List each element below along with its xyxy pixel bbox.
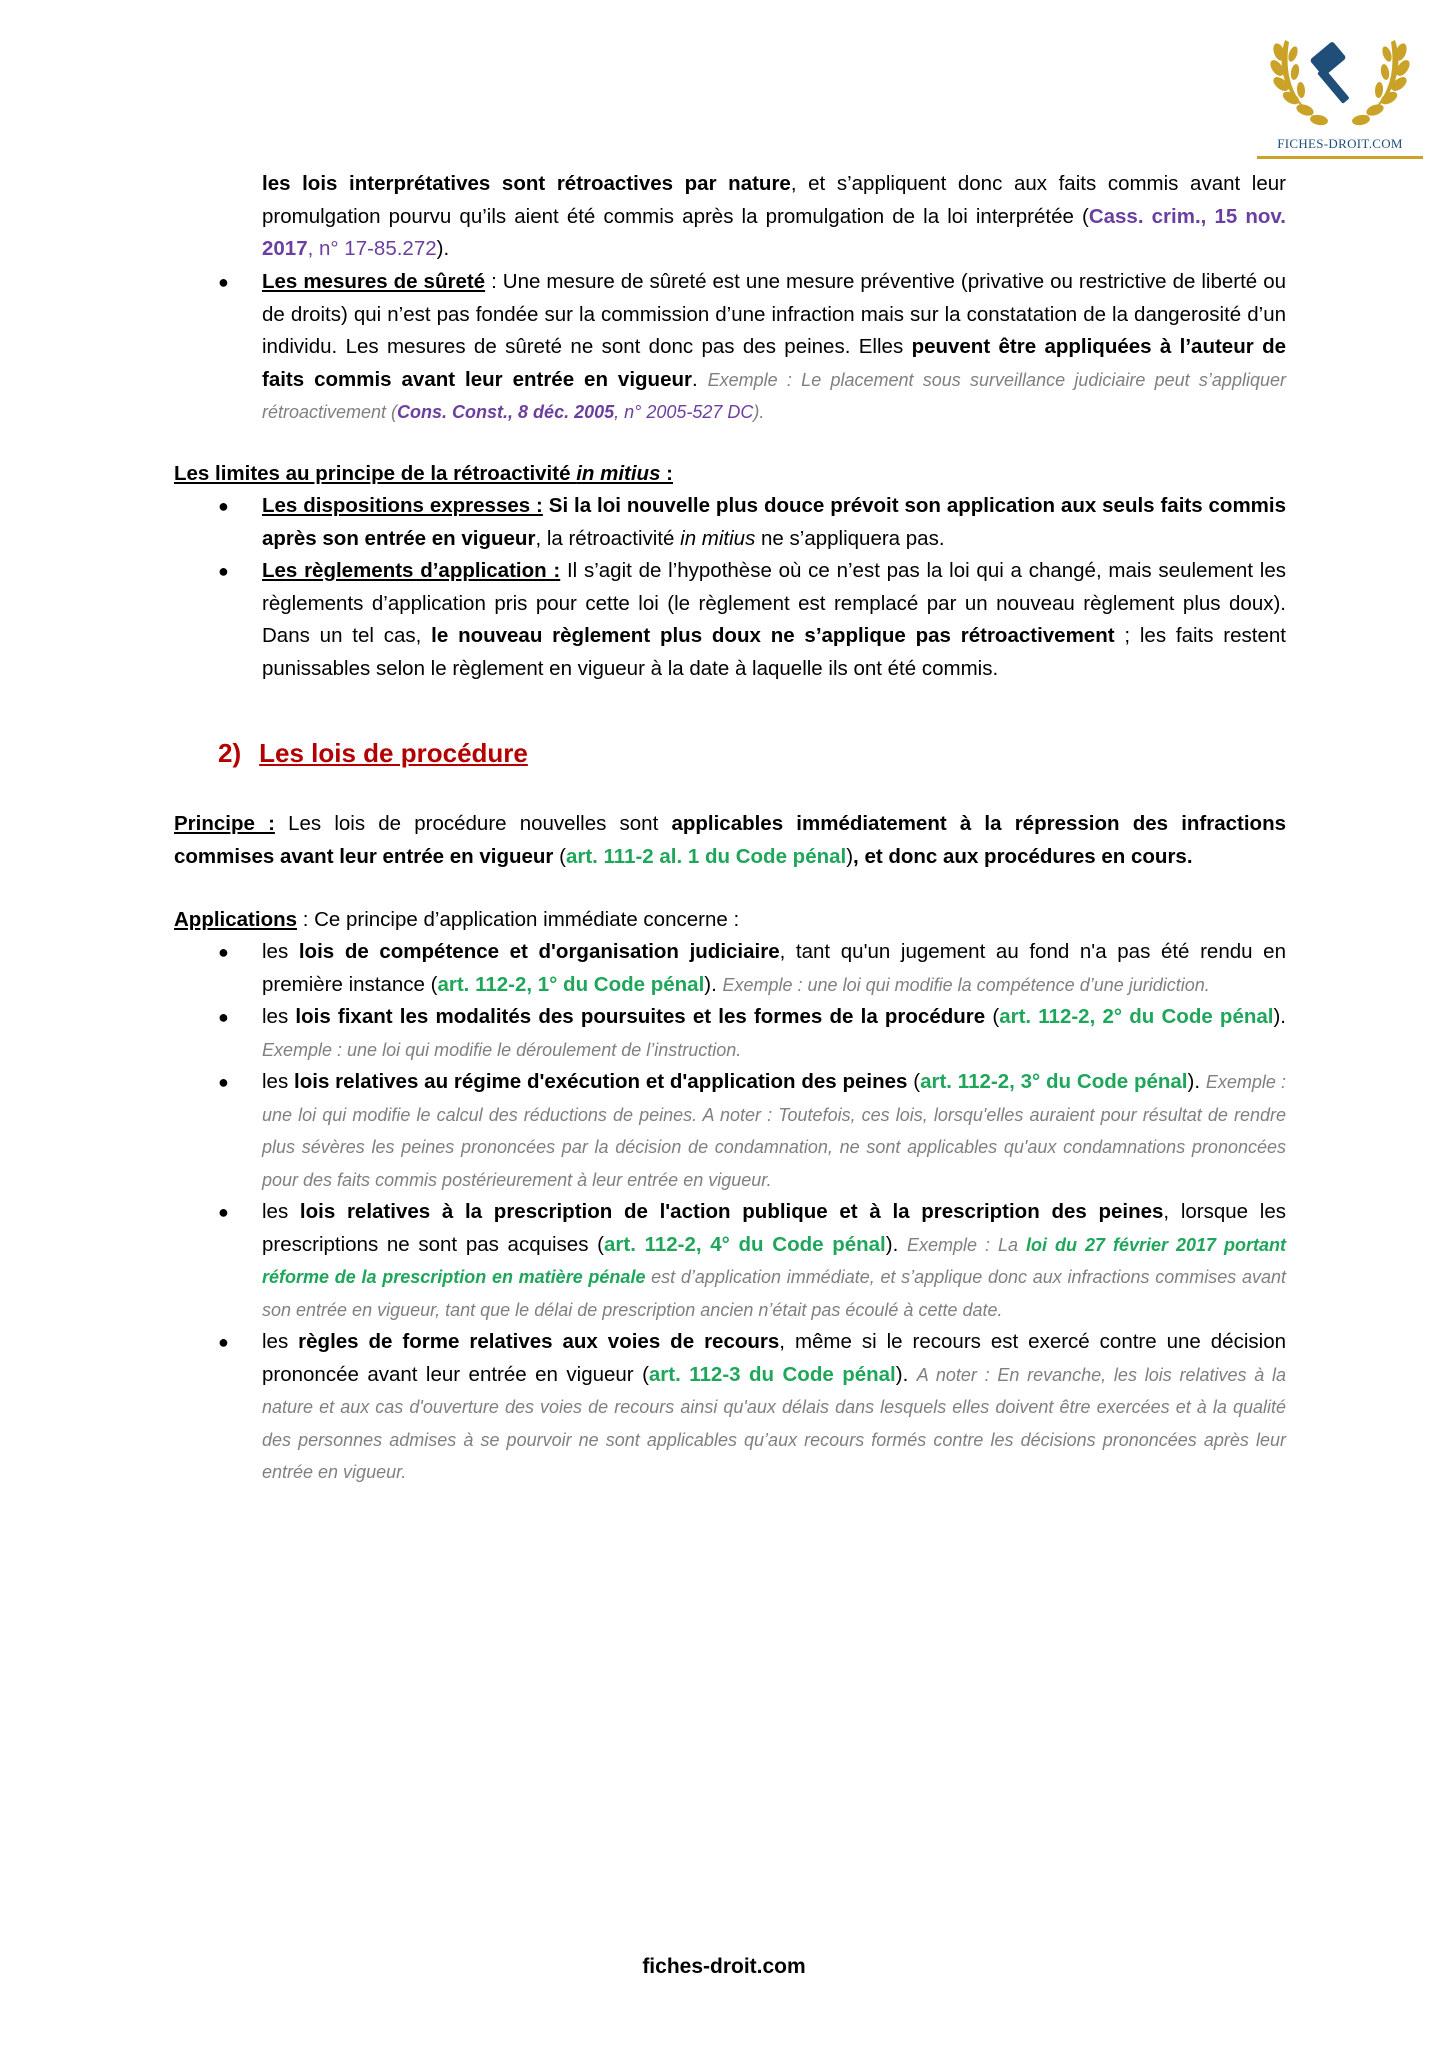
text: les (262, 1005, 296, 1028)
law-reference: loi du 27 février 2017 portant réforme de la prescription en matière pénale (262, 1234, 1287, 1287)
case-citation: Cass. crim., 15 nov. 2017 (262, 204, 1286, 260)
heading-colon: : (660, 462, 674, 485)
applications-list (218, 936, 1287, 1489)
bullet-icon: ● (218, 1202, 229, 1222)
bold-text: lois relatives au régime d'exécution et d'application des peines (294, 1070, 908, 1093)
article-reference: art. 111-2 al. 1 du Code pénal (565, 844, 847, 868)
bold-text: lois relatives à la prescription de l'action publique et à la prescription des peines (299, 1200, 1164, 1223)
article-reference: art. 112-2, 2° du Code pénal (999, 1005, 1274, 1028)
list-item (218, 1001, 1287, 1066)
bold-text: les lois interprétatives sont rétroactives par nature (262, 172, 791, 195)
bullet-icon: ● (218, 942, 229, 962)
section-title: Les lois de procédure (259, 738, 528, 768)
list-item (218, 1326, 1287, 1489)
principle-paragraph (174, 808, 1286, 873)
example-intro: Exemple : Le placement sous surveillance judiciaire peut s’appliquer rétroactivement ( (262, 369, 1286, 422)
bold-text: Si la loi nouvelle plus douce prévoit son application aux seuls faits commis après son entrée en vigueur (262, 494, 1286, 550)
italic-text: in mitius (680, 526, 756, 550)
text: ) (846, 844, 854, 868)
text: ). (1273, 1005, 1287, 1028)
text: Les lois de procédure nouvelles sont (274, 812, 672, 835)
list-item (218, 490, 1286, 555)
text: ). (704, 972, 723, 996)
item-label: Les mesures de sûreté (262, 270, 486, 293)
example-end: ). (753, 402, 765, 422)
text: : Une mesure de sûreté est une mesure préventive (privative ou restrictive de liberté ou de droits) qui n’est pas fondée sur la commission d’une infraction mais sur la constatation de la dangerosité d’un individu. Les mesures de sûreté ne sont donc pas des peines. Elles (262, 270, 1287, 358)
text: Il s’agit de l’hypothèse où ce n’est pas la loi qui a changé, mais seulement les règlements d’application pris pour cette loi (le règlement est remplacé par un nouveau règlement plus doux). Dans un tel cas, (262, 559, 1286, 647)
list-item (218, 555, 1286, 685)
limits-list (218, 490, 1286, 685)
gavel-laurel-icon (1265, 30, 1415, 135)
bullet-icon: ● (218, 1007, 229, 1027)
limits-heading (174, 458, 1274, 491)
bold-text: , et donc aux procédures en cours. (853, 844, 1193, 868)
text: ( (985, 1005, 1000, 1028)
text: . (691, 367, 708, 391)
applications-label: Applications (174, 908, 298, 931)
bold-text: peuvent être appliquées à l’auteur de faits commis avant leur entrée en vigueur (262, 335, 1286, 391)
text: ). (885, 1232, 907, 1256)
bold-text: le nouveau règlement plus doux ne s’applique pas rétroactivement (431, 624, 1115, 647)
text: , et s’appliquent donc aux faits commis avant leur promulgation pourvu qu’ils aient été commis après la promulgation de la loi interprétée ( (262, 172, 1286, 228)
example-text: Exemple : une loi qui modifie le déroulement de l’instruction. (262, 1039, 742, 1060)
bullet-icon: ● (218, 496, 229, 516)
page-footer: fiches-droit.com (642, 1955, 806, 1978)
list-item (218, 266, 1287, 429)
list-item (218, 1066, 1286, 1196)
item-label: Les règlements d’application : (262, 559, 561, 582)
example-text: Exemple : une loi qui modifie le calcul des réductions de peines. A noter : Toutefois, ces lois, lorsqu'elles auraient pour résultat de rendre plus sévères les peines prononcées par la décision de condamnation, ne sont applicables qu'aux condamnations prononcées pour des faits commis postérieurement à leur entrée en vigueur. (262, 1072, 1286, 1190)
text: les (262, 1200, 300, 1223)
text: les (262, 1070, 295, 1093)
bold-text: lois fixant les modalités des poursuites et les formes de la procédure (295, 1005, 986, 1028)
bold-text: règles de forme relatives aux voies de recours (298, 1330, 780, 1353)
example-rest: est d’application immédiate, et s’applique donc aux infractions commises avant son entrée en vigueur, tant que le délai de prescription ancien n’était pas écoulé à cette date. (262, 1267, 1286, 1320)
text: ). (895, 1362, 917, 1386)
logo-text: FICHES-DROIT.COM (1277, 136, 1403, 151)
example-text: Exemple : une loi qui modifie la compétence d’une juridiction. (722, 974, 1210, 995)
text: , tant qu'un jugement au fond n'a pas été rendu en première instance ( (262, 940, 1286, 996)
text: ne s’appliquera pas. (755, 526, 945, 550)
example-text: A noter : En revanche, les lois relatives à la nature et aux cas d'ouverture des voies de recours ainsi qu'aux délais dans lesquels elles doivent être exercées et à la qualité des personnes admises à se pourvoir ne sont applicables qu’aux recours formés contre les décisions prononcées après leur entrée en vigueur. (262, 1364, 1287, 1482)
heading-text: Les limites au principe de la rétroactivité (174, 462, 577, 485)
case-number: , n° 2005-527 DC (614, 402, 754, 422)
bold-text: lois de compétence et d'organisation judiciaire (298, 940, 780, 963)
logo-divider (1257, 156, 1423, 159)
text: , la rétroactivité (535, 526, 681, 550)
text: les (262, 940, 299, 963)
text: ; les faits restent punissables selon le règlement en vigueur à la date à laquelle ils ont été commis. (262, 624, 1286, 680)
item-label: Les dispositions expresses : (262, 494, 543, 517)
article-reference: art. 112-3 du Code pénal (648, 1362, 896, 1386)
bullet-icon: ● (218, 561, 229, 581)
section-number: 2) (218, 738, 242, 768)
applications-intro (174, 904, 1286, 937)
text: ( (907, 1070, 921, 1093)
bullet-icon: ● (218, 1072, 229, 1092)
section-heading (218, 738, 528, 769)
article-reference: art. 112-2, 1° du Code pénal (437, 972, 705, 996)
principle-label: Principe : (174, 812, 275, 835)
list-item (218, 936, 1286, 1001)
text: les (262, 1330, 299, 1353)
site-logo (1255, 30, 1425, 160)
text: , lorsque les prescriptions ne sont pas acquises ( (262, 1200, 1286, 1256)
case-citation: Cons. Const., 8 déc. 2005 (397, 402, 615, 422)
bold-text: applicables immédiatement à la répression des infractions commises avant leur entrée en vigueur (174, 812, 1286, 868)
heading-italic: in mitius (576, 462, 661, 485)
text: ). (436, 237, 450, 260)
text: : Ce principe d’application immédiate concerne : (297, 908, 740, 931)
text: , même si le recours est exercé contre une décision prononcée avant leur entrée en vigueur ( (262, 1330, 1286, 1386)
case-number: , n° 17-85.272 (307, 237, 437, 260)
article-reference: art. 112-2, 4° du Code pénal (603, 1232, 886, 1256)
article-reference: art. 112-2, 3° du Code pénal (920, 1070, 1188, 1093)
text: ). (1187, 1070, 1206, 1093)
bullet-icon: ● (218, 1332, 229, 1352)
interpretative-laws-paragraph (262, 168, 1286, 266)
surete-list (218, 266, 1287, 429)
list-item (218, 1196, 1287, 1326)
text: ( (553, 844, 566, 868)
bullet-icon: ● (218, 272, 229, 292)
example-intro: Exemple : La (906, 1234, 1026, 1255)
